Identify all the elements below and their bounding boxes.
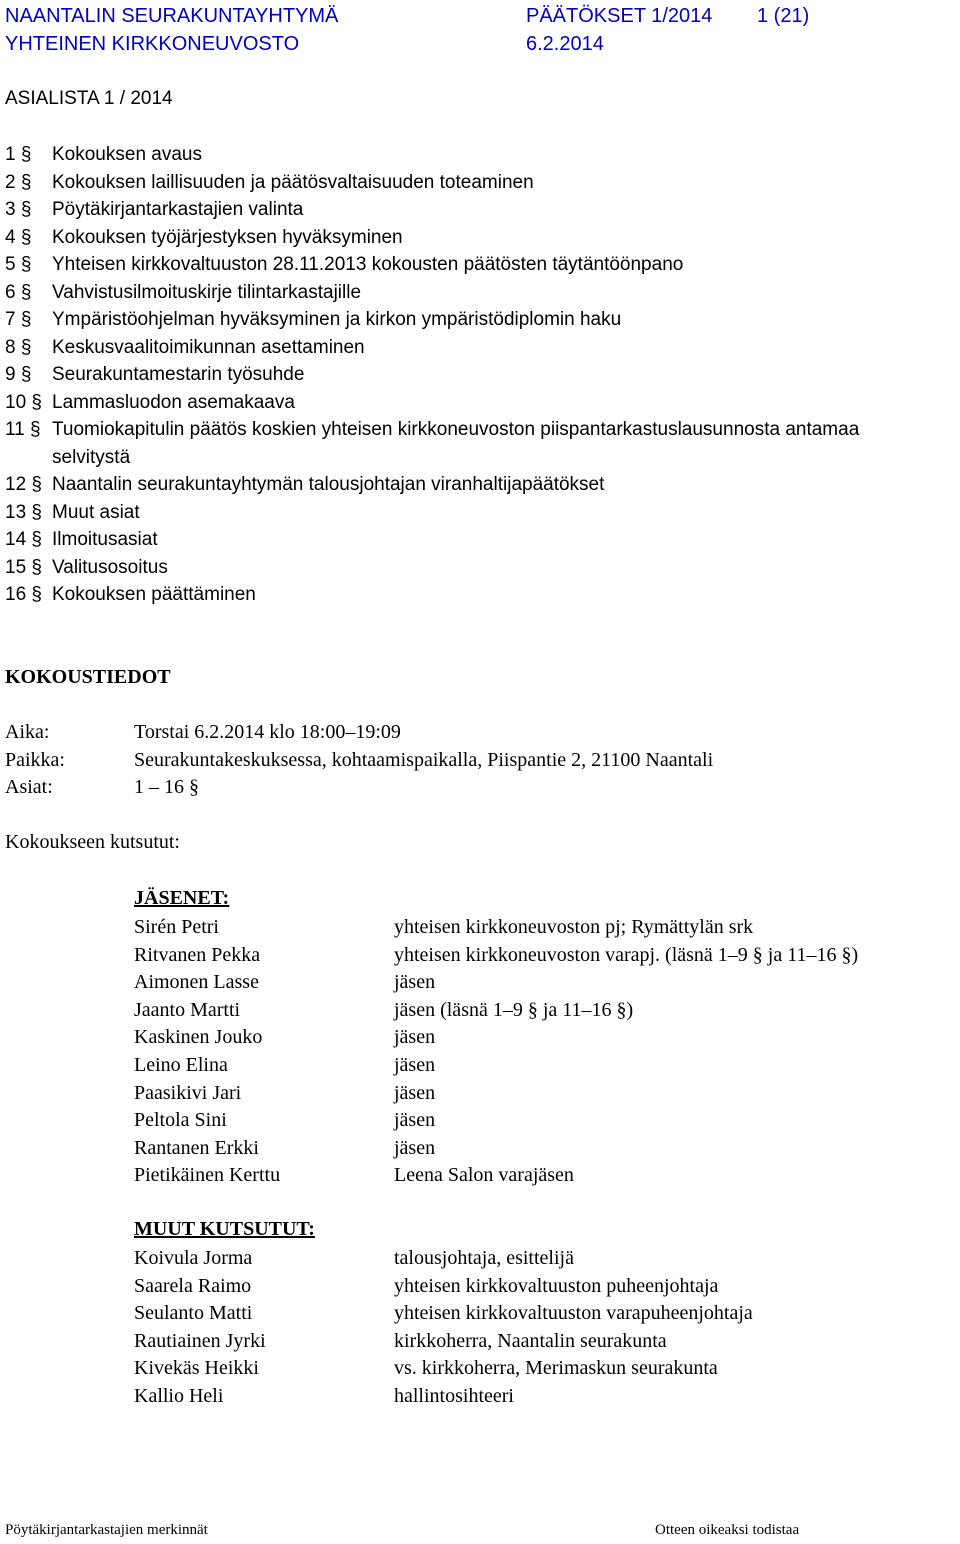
- page-number: 1 (21): [757, 5, 810, 27]
- place-label: Paikka:: [5, 749, 65, 771]
- agenda-item: [5, 334, 955, 362]
- person-role: yhteisen kirkkoneuvoston pj; Rymättylän srk: [394, 916, 754, 938]
- agenda-item-number: 5 §: [5, 254, 32, 275]
- agenda-item-number: 9 §: [5, 364, 32, 385]
- agenda-item-number: 4 §: [5, 226, 32, 248]
- items-label: Asiat:: [5, 776, 53, 798]
- agenda-item: [5, 361, 955, 389]
- person-row: [134, 997, 954, 1025]
- person-row: [134, 1328, 954, 1356]
- agenda-item: [5, 581, 955, 609]
- agenda-item-text: Ilmoitusasiat: [52, 529, 158, 550]
- person-row: [134, 1052, 954, 1080]
- person-name: Pietikäinen Kerttu: [134, 1164, 281, 1187]
- document-type: PÄÄTÖKSET 1/2014: [526, 5, 713, 27]
- time-label: Aika:: [5, 721, 50, 743]
- person-role: Leena Salon varajäsen: [394, 1164, 574, 1187]
- person-role: jäsen: [394, 1109, 436, 1132]
- meeting-info-heading: KOKOUSTIEDOT: [5, 666, 171, 688]
- person-row: [134, 1245, 954, 1273]
- agenda-item-text: Kokouksen laillisuuden ja päätösvaltaisuuden toteaminen: [52, 171, 534, 193]
- members-heading: JÄSENET:: [134, 887, 230, 909]
- person-role: talousjohtaja, esittelijä: [394, 1247, 574, 1269]
- items-value: 1 – 16 §: [134, 776, 199, 798]
- person-role: jäsen: [394, 971, 436, 994]
- person-name: Aimonen Lasse: [134, 971, 259, 994]
- place-value: Seurakuntakeskuksessa, kohtaamispaikalla, Piispantie 2, 21100 Naantali: [134, 749, 714, 771]
- agenda-item: [5, 251, 955, 279]
- person-row: [134, 1355, 954, 1383]
- agenda-item: [5, 224, 955, 252]
- person-name: Koivula Jorma: [134, 1247, 253, 1269]
- agenda-item-text: Tuomiokapitulin päätös koskien yhteisen kirkkoneuvoston piispantarkastuslausunnosta antamaa selvitystä: [52, 419, 860, 468]
- agenda-item-text: Kokouksen avaus: [52, 144, 202, 165]
- council-name: YHTEINEN KIRKKONEUVOSTO: [5, 33, 300, 55]
- agenda-item-text: Seurakuntamestarin työsuhde: [52, 364, 305, 385]
- person-row: [134, 1135, 954, 1163]
- agenda-item-number: 3 §: [5, 199, 32, 220]
- person-role: hallintosihteeri: [394, 1385, 514, 1407]
- agenda-item-text: Yhteisen kirkkovaltuuston 28.11.2013 kokousten päätösten täytäntöönpano: [52, 254, 684, 275]
- person-row: [134, 969, 954, 997]
- agenda-item-number: 11 §: [5, 419, 41, 440]
- agenda-item: [5, 279, 955, 307]
- agenda-item-number: 10 §: [5, 391, 42, 413]
- agenda-item: [5, 526, 955, 554]
- person-role: yhteisen kirkkoneuvoston varapj. (läsnä 1–9 § ja 11–16 §): [394, 943, 859, 966]
- person-name: Kivekäs Heikki: [134, 1357, 259, 1380]
- person-row: [134, 942, 954, 970]
- person-name: Ritvanen Pekka: [134, 943, 261, 966]
- agenda-item: [5, 554, 955, 582]
- agenda-item-number: 14 §: [5, 529, 42, 550]
- agenda-item-number: 13 §: [5, 501, 42, 523]
- person-name: Sirén Petri: [134, 916, 219, 938]
- agenda-item-text: Muut asiat: [52, 501, 140, 523]
- other-invitees-heading: MUUT KUTSUTUT:: [134, 1218, 315, 1240]
- agenda-item-number: 2 §: [5, 171, 32, 193]
- agenda-item-text: Kokouksen työjärjestyksen hyväksyminen: [52, 226, 403, 248]
- agenda-item-number: 16 §: [5, 584, 42, 605]
- person-role: yhteisen kirkkovaltuuston puheenjohtaja: [394, 1274, 719, 1297]
- person-role: kirkkoherra, Naantalin seurakunta: [394, 1329, 667, 1352]
- person-row: [134, 1300, 954, 1328]
- agenda-item-number: 12 §: [5, 474, 42, 495]
- person-name: Rautiainen Jyrki: [134, 1329, 266, 1352]
- agenda-item-text: Valitusosoitus: [52, 556, 168, 578]
- person-name: Jaanto Martti: [134, 998, 241, 1021]
- footer-reviewers-note: Pöytäkirjantarkastajien merkinnät: [5, 1522, 208, 1538]
- person-row: [134, 1024, 954, 1052]
- agenda-item-number: 6 §: [5, 281, 32, 303]
- agenda-item-text: Naantalin seurakuntayhtymän talousjohtajan viranhaltijapäätökset: [52, 474, 605, 495]
- person-row: [134, 1383, 954, 1411]
- person-name: Kaskinen Jouko: [134, 1026, 263, 1049]
- person-row: [134, 1273, 954, 1301]
- agenda-item: [5, 306, 955, 334]
- time-value: Torstai 6.2.2014 klo 18:00–19:09: [134, 721, 401, 743]
- person-role: yhteisen kirkkovaltuuston varapuheenjohtaja: [394, 1302, 753, 1325]
- agenda-item-text: Vahvistusilmoituskirje tilintarkastajille: [52, 281, 362, 303]
- person-role: jäsen: [394, 1026, 436, 1049]
- agenda-item: [5, 169, 955, 197]
- person-role: jäsen (läsnä 1–9 § ja 11–16 §): [394, 998, 634, 1021]
- person-name: Seulanto Matti: [134, 1302, 253, 1325]
- person-row: [134, 1162, 954, 1190]
- person-name: Kallio Heli: [134, 1385, 224, 1407]
- person-row: [134, 1080, 954, 1108]
- document-date: 6.2.2014: [526, 33, 604, 55]
- footer-certification: Otteen oikeaksi todistaa: [655, 1522, 800, 1538]
- agenda-item: [5, 389, 955, 417]
- agenda-item-text: Ympäristöohjelman hyväksyminen ja kirkon ympäristödiplomin haku: [52, 309, 622, 330]
- agenda-item-text: Lammasluodon asemakaava: [52, 391, 295, 413]
- agenda-item: [5, 499, 955, 527]
- person-role: jäsen: [394, 1081, 436, 1104]
- person-role: jäsen: [394, 1054, 436, 1076]
- agenda-item-number: 8 §: [5, 336, 32, 358]
- agenda-item: [5, 196, 955, 224]
- agenda-item-text: Pöytäkirjantarkastajien valinta: [52, 199, 304, 220]
- agenda-item-number: 1 §: [5, 144, 32, 165]
- person-role: vs. kirkkoherra, Merimaskun seurakunta: [394, 1357, 718, 1380]
- person-name: Leino Elina: [134, 1054, 228, 1076]
- organization-name: NAANTALIN SEURAKUNTAYHTYMÄ: [5, 5, 339, 27]
- person-role: jäsen: [394, 1136, 436, 1159]
- agenda-title: ASIALISTA 1 / 2014: [5, 88, 173, 109]
- person-name: Paasikivi Jari: [134, 1081, 242, 1104]
- agenda-item: [5, 471, 955, 499]
- invited-label: Kokoukseen kutsutut:: [5, 831, 180, 853]
- agenda-item: [5, 141, 955, 169]
- agenda-item-text: Kokouksen päättäminen: [52, 584, 256, 605]
- agenda-item-text: Keskusvaalitoimikunnan asettaminen: [52, 336, 365, 358]
- person-row: [134, 1107, 954, 1135]
- person-row: [134, 914, 954, 942]
- agenda-item-number: 7 §: [5, 309, 32, 330]
- person-name: Rantanen Erkki: [134, 1136, 259, 1159]
- agenda-list: [5, 141, 955, 609]
- agenda-item-number: 15 §: [5, 556, 42, 578]
- person-name: Saarela Raimo: [134, 1274, 252, 1297]
- agenda-item: [5, 416, 955, 471]
- person-name: Peltola Sini: [134, 1109, 227, 1132]
